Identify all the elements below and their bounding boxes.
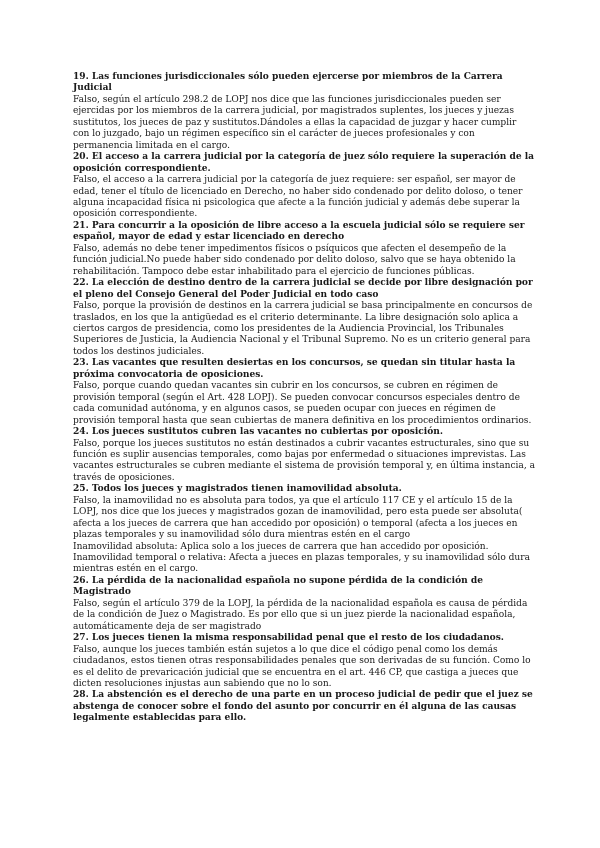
answer-text: [73, 381, 535, 427]
question-21: [73, 221, 535, 278]
question-23: [73, 358, 535, 427]
question-text: 26. La pérdida de la nacionalidad española no supone pérdida de la condición de Magistrado: [73, 575, 483, 598]
question-28: [73, 690, 535, 724]
answer-paragraph: Falso, porque los jueces sustitutos no están destinados a cubrir vacantes estructurales, sino que su función es suplir ausencias temporales, como bajas por enfermedad o situaciones imprevistas. Las vacantes estructurales se cubren mediante el sistema de provisión temporal y, en última instancia, a través de oposiciones.: [73, 438, 535, 483]
question-22: [73, 278, 535, 358]
answer-text: [73, 244, 535, 278]
question-text: 20. El acceso a la carrera judicial por la categoría de juez sólo requiere la superación de la oposición correspondiente.: [73, 152, 535, 174]
answer-paragraph: Falso, porque la provisión de destinos en la carrera judicial se basa principalmente en concursos de traslados, en los que la antigüedad es el criterio determinante. La libre designación solo aplica a ciertos cargos de presidencia, como los presidentes de la Audiencia Provincial, los Tribunales Superiores de Justicia, la Audiencia Nacional y el Tribunal Supremo. No es un criterio general para todos los destinos judiciales.: [73, 301, 533, 357]
question-text: 22. La elección de destino dentro de la carrera judicial se decide por libre designación por el pleno del Consejo General del Poder Judicial en todo caso: [73, 278, 533, 300]
answer-text: [73, 439, 535, 485]
answer-text: [73, 599, 535, 633]
answer-paragraph: Falso, según el artículo 298.2 de LOPJ nos dice que las funciones jurisdiccionales pueden ser ejercidas por los miembros de la carrera judicial, por magistrados suplentes, los jueces y juezas sustitutos, los jueces de paz y sustitutos.Dándoles a ellas la capacidad de juzgar y hacer cumplir con lo juzgado, bajo un régimen específico sin el carácter de jueces profesionales y con permanencia limitada en el cargo.: [73, 94, 517, 151]
answer-text: [73, 645, 535, 691]
answer-paragraph: Falso, la inamovilidad no es absoluta para todos, ya que el artículo 117 CE y el artículo 15 de la LOPJ, nos dice que los jueces y magistrados gozan de inamovilidad, pero esta puede ser absoluta( afecta a los jueces de carrera que han accedido por oposición) o temporal (afecta a los jueces en plazas temporales y su inamovilidad sólo dura mientras estén en el cargo: [73, 495, 523, 541]
question-20: [73, 152, 535, 221]
answer-text: [73, 95, 535, 152]
question-text: 24. Los jueces sustitutos cubren las vacantes no cubiertas por oposición.: [73, 427, 444, 438]
question-text: 23. Las vacantes que resulten desiertas en los concursos, se quedan sin titular hasta la próxima convocatoria de oposiciones.: [73, 358, 516, 380]
question-24: [73, 427, 535, 484]
question-text: 21. Para concurrir a la oposición de libre acceso a la escuela judicial sólo se requiere ser español, mayor de edad y estar licenciado en derecho: [73, 220, 525, 243]
answer-paragraph: Falso, el acceso a la carrera judicial por la categoría de juez requiere: ser español, ser mayor de edad, tener el título de licenciado en Derecho, no haber sido condenado por delito doloso, o tener alguna incapacidad física ni psicologica que afecte a la función judicial y además debe superar la oposición correspondiente.: [73, 175, 523, 220]
answer-text: [73, 496, 535, 576]
question-text: 28. La abstención es el derecho de una parte en un proceso judicial de pedir que el juez se abstenga de conocer sobre el fondo del asunto por concurrir en él alguna de las causas legalmente establecidas para ello.: [73, 690, 533, 724]
answer-paragraph: Inamovilidad absoluta: Aplica solo a los jueces de carrera que han accedido por oposición.: [73, 541, 489, 552]
answer-text: [73, 301, 535, 358]
answer-paragraph: Falso, según el artículo 379 de la LOPJ, la pérdida de la nacionalidad española es causa de pérdida de la condición de Juez o Magistrado. Es por ello que si un juez pierde la nacionalidad española, automáticamente deja de ser magistrado: [73, 598, 528, 632]
question-25: [73, 484, 535, 576]
question-text: 25. Todos los jueces y magistrados tienen inamovilidad absoluta.: [73, 484, 402, 495]
question-text: 19. Las funciones jurisdiccionales sólo pueden ejercerse por miembros de la Carrera Judicial: [73, 72, 503, 94]
question-26: [73, 576, 535, 633]
question-27: [73, 633, 535, 690]
answer-paragraph: Falso, además no debe tener impedimentos físicos o psíquicos que afecten el desempeño de la función judicial.No puede haber sido condenado por delito doloso, salvo que se haya obtenido la rehabilitación. Tampoco debe estar inhabilitado para el ejercicio de funciones públicas.: [73, 243, 516, 277]
answer-paragraph: Inamovilidad temporal o relativa: Afecta a jueces en plazas temporales, y su inamovilidad sólo dura mientras estén en el cargo.: [73, 553, 530, 575]
answer-text: [73, 175, 535, 221]
document-body: [73, 72, 535, 725]
question-19: [73, 72, 535, 152]
question-text: 27. Los jueces tienen la misma responsabilidad penal que el resto de los ciudadanos.: [73, 633, 504, 644]
answer-paragraph: Falso, aunque los jueces también están sujetos a lo que dice el código penal como los demás ciudadanos, estos tienen otras responsabilidades penales que son derivadas de su función. Como lo es el delito de prevaricación judicial que se encuentra en el art. 446 CP, que castiga a jueces que dicten resoluciones injustas aun sabiendo que no lo son.: [73, 644, 531, 690]
answer-paragraph: Falso, porque cuando quedan vacantes sin cubrir en los concursos, se cubren en régimen de provisión temporal (según el Art. 428 LOPJ). Se pueden convocar concursos especiales dentro de cada comunidad autónoma, y en algunos casos, se pueden ocupar con jueces en régimen de provisión temporal hasta que sean cubiertas de manera definitiva en los procedimientos ordinarios.: [73, 381, 532, 426]
